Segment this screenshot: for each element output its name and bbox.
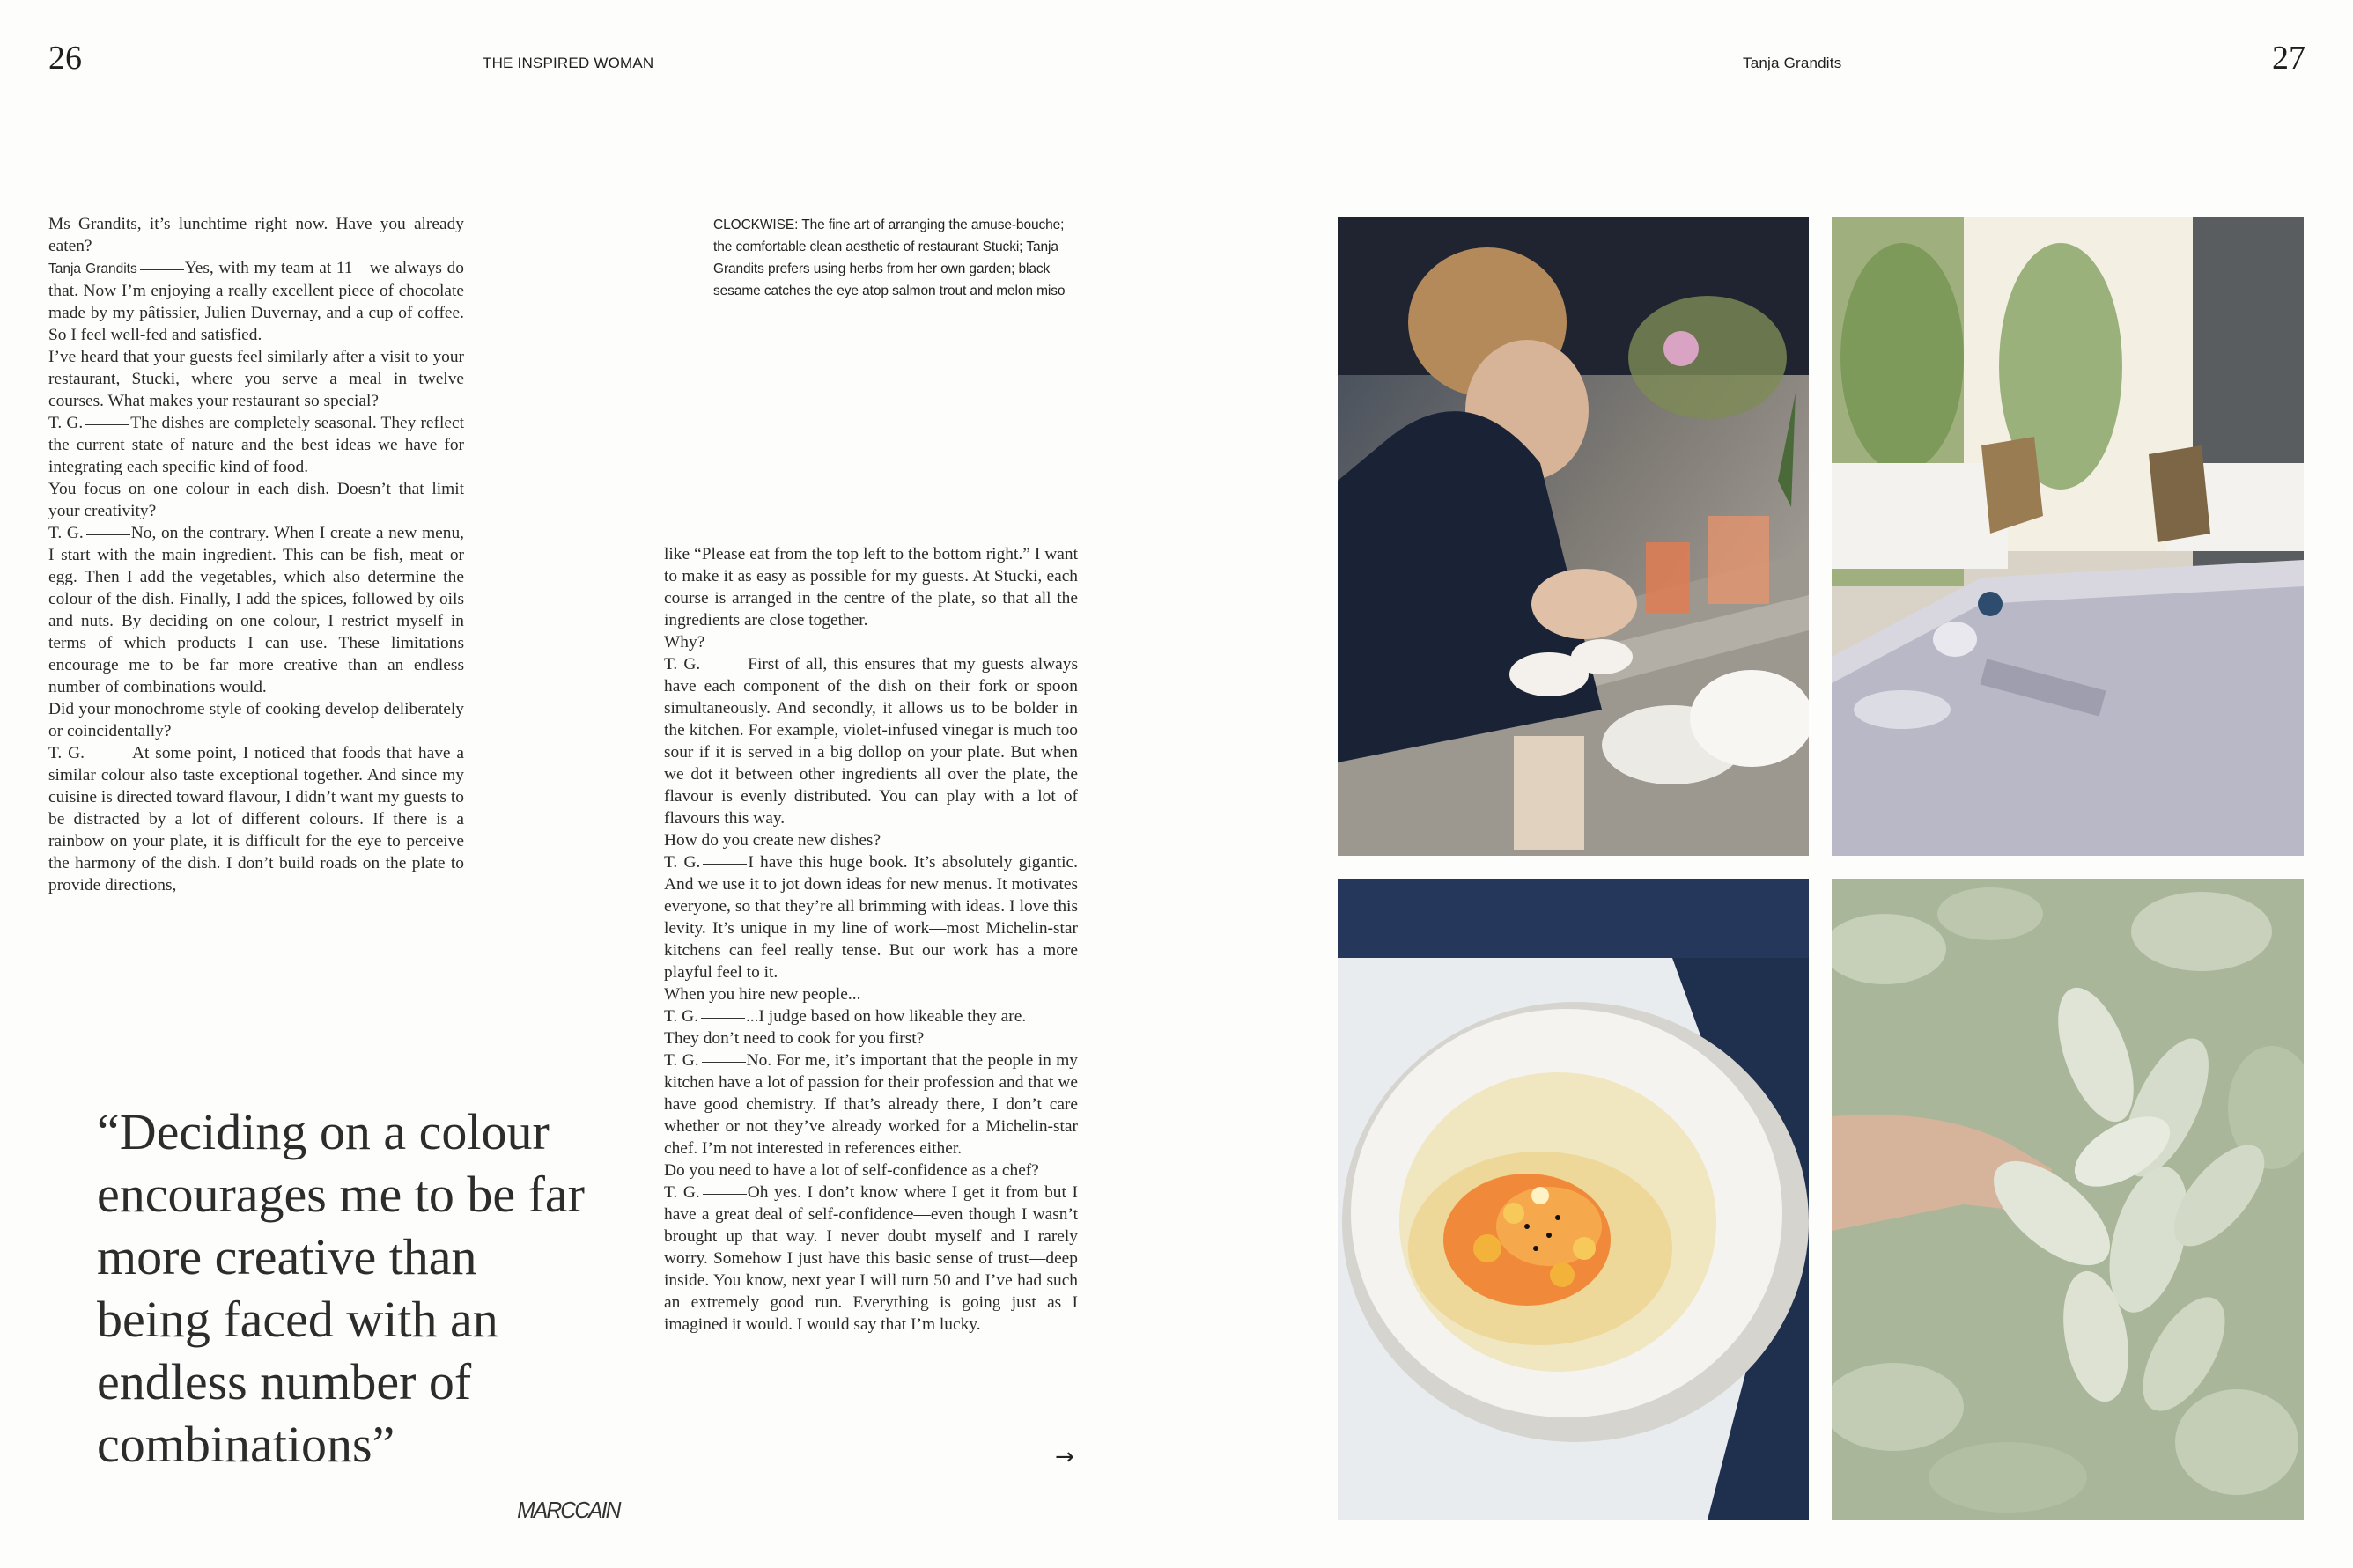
page-fold [1176,0,1177,1568]
page-number-left: 26 [48,40,82,77]
interview-question: Do you need to have a lot of self-confidence as a chef? [664,1161,1039,1180]
speaker-rule [703,864,747,865]
photo-caption: CLOCKWISE: The fine art of arranging the amuse-bouche; the comfortable clean aesthetic of restaurant Stucki; Tanja Grandits prefers using herbs from her own garden; black sesame catches the eye atop salmon trout and melon miso [713,217,1066,298]
answer-text: I have this huge book. It’s absolutely gigantic. And we use it to jot down ideas for new menus. It motivates everyone, so that they’re all brimming with ideas. I love this levity. It’s unique in my line of work—most Michelin-star kitchens can feel really tense. But our work has a more playful feel to it. [664,853,1079,982]
salmon-trout-dish-photo [1338,879,1809,1520]
sage-herb-photo [1832,879,2304,1520]
photo-sage-leaves-icon [1832,879,2304,1520]
speaker-initials: T. G. [48,524,84,542]
speaker-rule [86,534,130,535]
speaker-initials: T. G. [664,655,701,674]
interview-question: I’ve heard that your guests feel similarly after a visit to your restaurant, Stucki, where you serve a meal in twelve courses. What makes your restaurant so special? [48,348,464,410]
speaker-rule [703,1194,747,1195]
magazine-running-head: THE INSPIRED WOMAN [483,55,654,71]
speaker-rule [85,424,129,425]
page-number-right: 27 [2272,40,2305,77]
interview-answer-continued: like “Please eat from the top left to the bottom right.” I want to make it as easy as possible for my guests. At Stucki, each course is arranged in the centre of the plate, so that all the ingredients are close together. [664,545,1078,629]
chef-plating-photo [1338,217,1809,856]
article-running-head: Tanja Grandits [1743,55,1842,71]
speaker-name: Tanja Grandits [48,261,137,276]
answer-text: The dishes are completely seasonal. They reflect the current state of nature and the best ideas we have for integrating each specific kind of food. [48,414,464,476]
interview-question: You focus on one colour in each dish. Doesn’t that limit your creativity? [48,480,464,520]
speaker-rule [140,269,184,270]
interview-answer [664,1049,1078,1159]
interview-answer [664,1182,1078,1336]
answer-text: At some point, I noticed that foods that have a similar colour also taste exceptional together. And since my cuisine is directed toward flavour, I didn’t want my guests to be distracted by a lot of different colours. If there is a rainbow on your plate, it is difficult for the eye to perceive the harmony of the dish. I don’t build roads on the plate to provide directions, [48,744,464,894]
answer-text: Oh yes. I don’t know where I get it from but I have a great deal of self-confidence—even though I wasn’t brought up that way. I never doubt myself and I rarely worry. Somehow I just have this basic sense of trust—deep inside. You know, next year I will turn 50 and I’ve had such an extremely good run. Everything is going just as I imagined it would. I would say that I’m lucky. [664,1183,1079,1334]
speaker-initials: T. G. [664,1051,699,1070]
interview-column-1 [48,213,464,896]
answer-text: First of all, this ensures that my guests always have each component of the dish on their fork or spoon simultaneously. And secondly, it allows us to be bolder in the kitchen. For example, violet-infused vinegar is much too sour if it is served in a big dollop on your plate. But when we dot it between other ingredients all over the plate, the flavour is evenly distributed. You can play with a lot of flavours this way. [664,655,1078,828]
interview-answer [48,257,464,346]
interview-question: They don’t need to cook for you first? [664,1029,925,1048]
speaker-rule [702,1062,746,1063]
restaurant-dining-room-photo [1832,217,2304,856]
speaker-initials: T. G. [664,853,701,872]
interview-answer [48,522,464,698]
interview-question: How do you create new dishes? [664,831,881,850]
speaker-initials: T. G. [664,1183,700,1202]
interview-answer [664,653,1078,829]
answer-text: Yes, with my team at 11—we always do that. Now I’m enjoying a really excellent piece of chocolate made by my pâtissier, Julien Duvernay, and a cup of coffee. So I feel well-fed and satisfied. [48,259,464,344]
interview-answer [48,412,464,478]
interview-question: Why? [664,633,705,651]
interview-question: When you hire new people... [664,985,861,1004]
answer-text: ...I judge based on how likeable they are. [745,1007,1027,1026]
speaker-initials: T. G. [664,1007,698,1026]
interview-answer [48,742,464,896]
interview-question: Did your monochrome style of cooking develop deliberately or coincidentally? [48,700,464,740]
brand-logo: MARCCAIN [517,1497,620,1523]
answer-text: No, on the contrary. When I create a new menu, I start with the main ingredient. This can be fish, meat or egg. Then I add the vegetables, which also determine the colour of the dish. Finally, I add the spices, followed by oils and nuts. By deciding on one colour, I restrict myself in terms of which products I can use. These limitations encourage me to be far more creative than an endless number of combinations would. [48,524,464,696]
interview-answer [664,851,1078,983]
photo-plated-dish-icon [1338,879,1809,1520]
photo-chef-plating-icon [1338,217,1809,856]
continue-arrow-icon: → [1055,1444,1074,1470]
photo-dining-room-icon [1832,217,2304,856]
interview-column-2 [664,543,1078,1336]
interview-question: Ms Grandits, it’s lunchtime right now. Have you already eaten? [48,215,464,255]
speaker-initials: T. G. [48,414,84,432]
answer-text: No. For me, it’s important that the people in my kitchen have a lot of passion for their profession and that we have good chemistry. If that’s already there, I don’t care whether or not they’ve already worked for a Michelin-star chef. I’m not interested in references either. [664,1051,1078,1158]
speaker-rule [701,1018,745,1019]
pull-quote: “Deciding on a colour encourages me to be far more creative than being faced with an endless number of combinations” [97,1103,585,1473]
interview-answer [664,1005,1078,1027]
speaker-initials: T. G. [48,744,85,762]
